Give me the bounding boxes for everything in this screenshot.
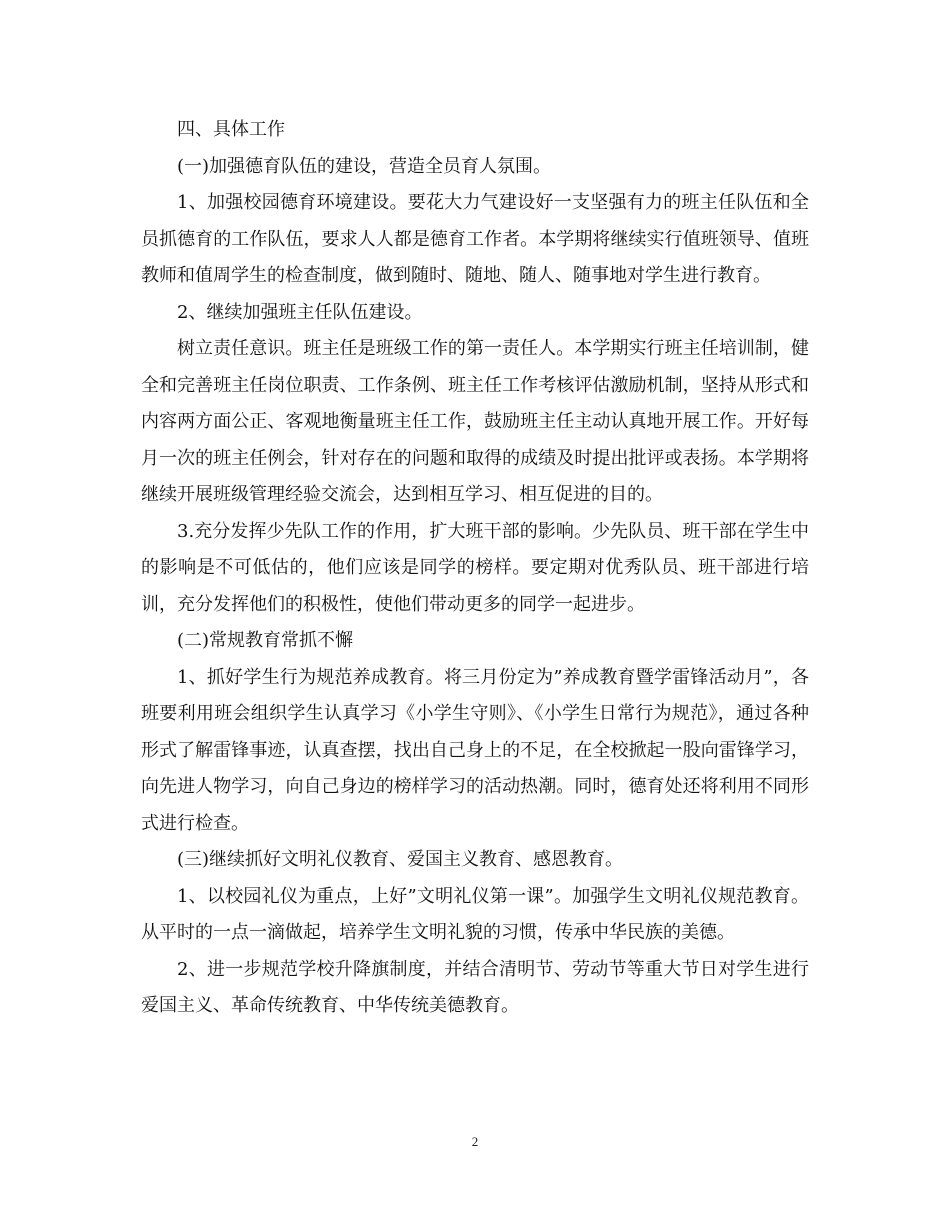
- page-number: 2: [471, 1134, 479, 1149]
- subsection-heading-moral-team: (一)加强德育队伍的建设，营造全员育人氛围。: [177, 155, 552, 177]
- paragraph-behavior-norms: 1、抓好学生行为规范养成教育。将三月份定为”养成教育暨学雷锋活动月”，各班要利用班会组织学生认真学习《小学生守则》、《小学生日常行为规范》，通过各种形式了解雷锋事迹，认真查摆，找出自己身上的不足，在全校掀起一股向雷锋学习，向先进人物学习，向自己身边的榜样学习的活动热潮。同时，德育处还将利用不同形式进行检查。: [141, 666, 809, 834]
- paragraph-young-pioneers: 3.充分发挥少先队工作的作用，扩大班干部的影响。少先队员、班干部在学生中的影响是不可低估的，他们应该是同学的榜样。要定期对优秀队员、班干部进行培训，充分发挥他们的积极性，使他们带动更多的同学一起进步。: [141, 520, 809, 615]
- paragraph-campus-etiquette: 1、以校园礼仪为重点，上好”文明礼仪第一课”。加强学生文明礼仪规范教育。从平时的一点一滴做起，培养学生文明礼貌的习惯，传承中华民族的美德。: [141, 885, 809, 943]
- paragraph-flag-ceremony: 2、进一步规范学校升降旗制度，并结合清明节、劳动节等重大节日对学生进行爱国主义、革命传统教育、中华传统美德教育。: [141, 958, 809, 1016]
- document-body: [141, 112, 809, 1025]
- paragraph-campus-moral-environment: 1、加强校园德育环境建设。要花大力气建设好一支坚强有力的班主任队伍和全员抓德育的工作队伍，要求人人都是德育工作者。本学期将继续实行值班领导、值班教师和值周学生的检查制度，做到随时、随地、随人、随事地对学生进行教育。: [141, 192, 809, 286]
- section-heading-specific-work: 四、具体工作: [177, 119, 285, 140]
- paragraph-responsibility: 树立责任意识。班主任是班级工作的第一责任人。本学期实行班主任培训制，健全和完善班主任岗位职责、工作条例、班主任工作考核评估激励机制，坚持从形式和内容两方面公正、客观地衡量班主任工作，鼓励班主任主动认真地开展工作。开好每月一次的班主任例会，针对存在的问题和取得的成绩及时提出批评或表扬。本学期将继续开展班级管理经验交流会，达到相互学习、相互促进的目的。: [141, 338, 809, 505]
- subsection-heading-etiquette-education: (三)继续抓好文明礼仪教育、爱国主义教育、感恩教育。: [177, 849, 624, 870]
- paragraph-class-teacher-team: 2、继续加强班主任队伍建设。: [177, 301, 423, 323]
- subsection-heading-routine-education: (二)常规教育常抓不懈: [177, 630, 354, 651]
